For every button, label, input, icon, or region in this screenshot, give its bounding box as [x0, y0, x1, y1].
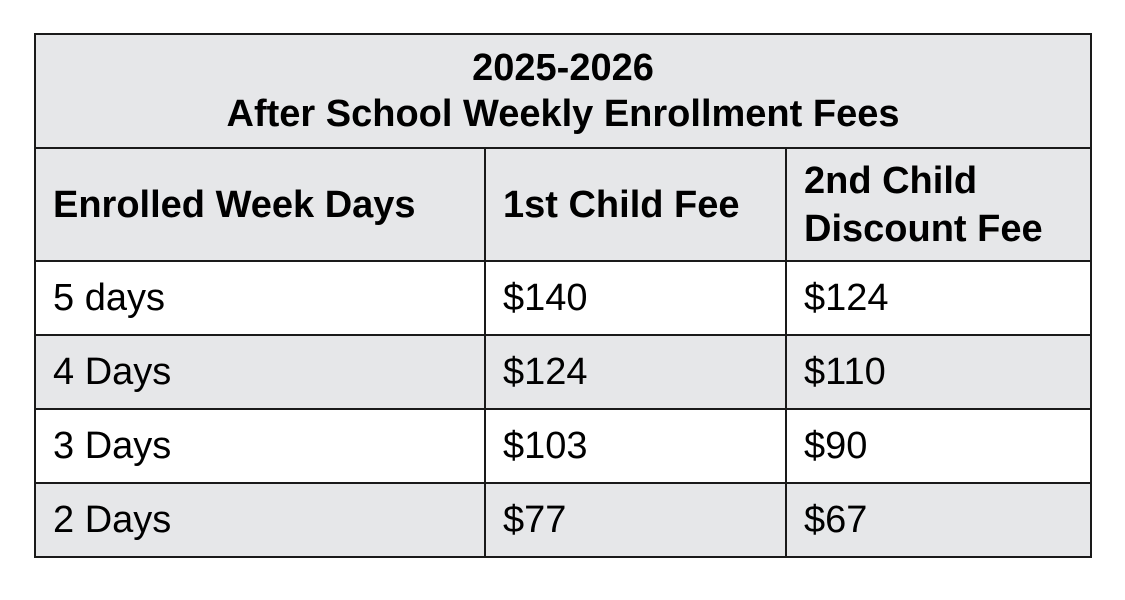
cell-first-child-fee: $140 [485, 261, 786, 335]
header-first-child-fee: 1st Child Fee [485, 148, 786, 261]
cell-first-child-fee: $77 [485, 483, 786, 557]
table-title-row [35, 34, 1091, 148]
table-row [35, 335, 1091, 409]
table-row [35, 261, 1091, 335]
cell-days: 5 days [35, 261, 485, 335]
cell-second-child-fee: $90 [786, 409, 1091, 483]
table-title [35, 34, 1091, 148]
table-row [35, 483, 1091, 557]
cell-days: 2 Days [35, 483, 485, 557]
title-year: 2025-2026 [472, 47, 654, 89]
cell-days: 4 Days [35, 335, 485, 409]
cell-days: 3 Days [35, 409, 485, 483]
header-second-child-fee [786, 148, 1091, 261]
enrollment-fees-table [34, 33, 1092, 558]
title-description: After School Weekly Enrollment Fees [226, 93, 900, 135]
header-enrolled-week-days: Enrolled Week Days [35, 148, 485, 261]
cell-first-child-fee: $124 [485, 335, 786, 409]
cell-second-child-fee: $124 [786, 261, 1091, 335]
cell-second-child-fee: $110 [786, 335, 1091, 409]
cell-first-child-fee: $103 [485, 409, 786, 483]
header-second-child-line2: Discount Fee [804, 207, 1043, 250]
table-row [35, 409, 1091, 483]
table-header-row [35, 148, 1091, 261]
header-second-child-line1: 2nd Child [804, 159, 978, 202]
cell-second-child-fee: $67 [786, 483, 1091, 557]
